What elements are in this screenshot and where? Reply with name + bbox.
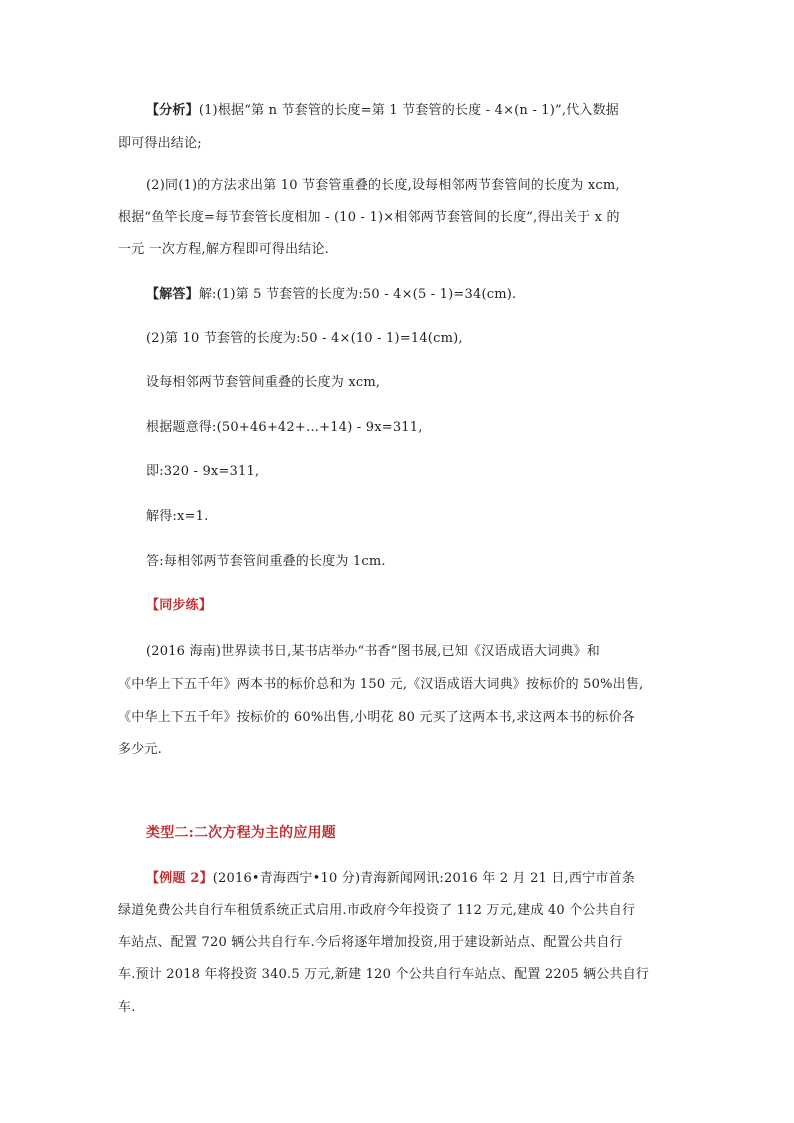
analysis2-line-1: (2)同(1)的方法求出第 10 节套管重叠的长度,设每相邻两节套管间的长度为 xcm,: [146, 178, 620, 193]
sync-practice-line-3: 《中华上下五千年》按标价的 60%出售,小明花 80 元买了这两本书,求这两本书的标价各: [118, 710, 635, 725]
sync-practice-heading: 【同步练】: [146, 598, 213, 613]
solution-line-1: 【解答】解:(1)第 5 节套管的长度为:50 - 4×(5 - 1)=34(cm).: [146, 287, 517, 302]
example2-line-1: 【例题 2】(2016•青海西宁•10 分)青海新闻网讯:2016 年 2 月 21 日,西宁市首条: [146, 871, 635, 886]
analysis2-line-3: 一元 一次方程,解方程即可得出结论.: [118, 242, 329, 257]
solution-line-4: 根据题意得:(50+46+42+…+14) - 9x=311,: [146, 420, 423, 435]
sync-practice-line-4: 多少元.: [118, 742, 162, 757]
example2-line-4: 车.预计 2018 年将投资 340.5 万元,新建 120 个公共自行车站点、配置 2205 辆公共自行: [118, 967, 650, 982]
type2-heading: 类型二:二次方程为主的应用题: [146, 825, 336, 841]
solution-line-7: 答:每相邻两节套管间重叠的长度为 1cm.: [146, 554, 386, 569]
solution-line-6: 解得:x=1.: [146, 509, 209, 524]
sync-practice-line-2: 《中华上下五千年》两本书的标价总和为 150 元,《汉语成语大词典》按标价的 50%出售,: [118, 677, 644, 692]
example2-tag: 【例题 2】: [146, 871, 213, 886]
example2-line-3: 车站点、配置 720 辆公共自行车.今后将逐年增加投资,用于建设新站点、配置公共自行: [118, 935, 623, 950]
solution-line-2: (2)第 10 节套管的长度为:50 - 4×(10 - 1)=14(cm),: [146, 331, 463, 346]
solution-line-3: 设每相邻两节套管间重叠的长度为 xcm,: [146, 375, 381, 390]
analysis-tag: 【分析】: [146, 103, 199, 118]
solution-line-5: 即:320 - 9x=311,: [146, 464, 260, 479]
analysis2-line-2: 根据“鱼竿长度=每节套管长度相加 - (10 - 1)×相邻两节套管间的长度”,得出关于 x 的: [118, 210, 620, 225]
analysis-line-2: 即可得出结论;: [118, 136, 202, 151]
analysis-line-1: 【分析】(1)根据“第 n 节套管的长度=第 1 节套管的长度 - 4×(n - 1)”,代入数据: [146, 103, 619, 118]
solution-tag: 【解答】: [146, 287, 199, 302]
sync-practice-line-1: (2016 海南)世界读书日,某书店举办“书香”图书展,已知《汉语成语大词典》和: [146, 644, 600, 659]
example2-line-5: 车.: [118, 1000, 136, 1015]
example2-line-2: 绿道免费公共自行车租赁系统正式启用.市政府今年投资了 112 万元,建成 40 个公共自行: [118, 903, 636, 918]
